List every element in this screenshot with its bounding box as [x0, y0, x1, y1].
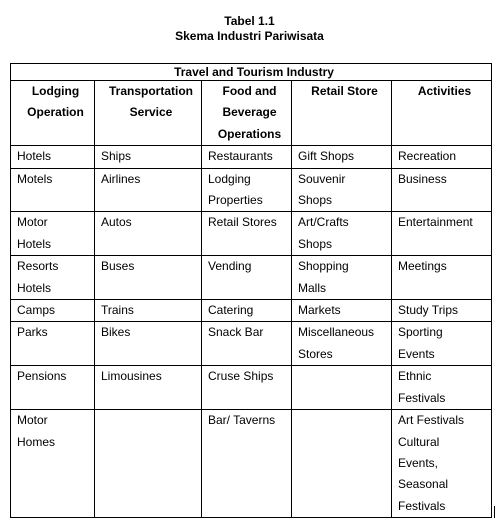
- table-cell: [292, 256, 392, 300]
- cell-text: Retail Stores: [208, 215, 277, 230]
- table-row: [11, 212, 492, 256]
- table-cell: [392, 212, 492, 256]
- header-text: Beverage: [222, 105, 277, 120]
- cell-text: Ships: [101, 149, 132, 164]
- table-cell: [202, 366, 292, 410]
- header-text: Transportation: [108, 84, 193, 98]
- table-cell: [392, 300, 492, 322]
- cell-text: Hotels: [17, 280, 52, 295]
- table-row: [11, 256, 492, 300]
- table-row: [11, 366, 492, 410]
- cell-text: Sporting: [398, 325, 443, 340]
- cell-text: Festivals: [398, 498, 446, 513]
- table-cell: [11, 146, 95, 168]
- header-text: Operation: [27, 105, 84, 120]
- column-header: [11, 81, 95, 146]
- cell-text: Autos: [101, 215, 132, 230]
- table-cell: [202, 212, 292, 256]
- table-cell: [202, 168, 292, 212]
- table-header-row: [11, 81, 492, 146]
- table-cell: [202, 410, 292, 518]
- cell-text: Buses: [101, 259, 135, 274]
- cell-text: Shops: [298, 236, 333, 251]
- table-cell: [392, 410, 492, 518]
- cell-text: Study Trips: [398, 303, 459, 318]
- table-title-row: [11, 64, 492, 81]
- table-cell: [95, 256, 202, 300]
- table-cell: [95, 168, 202, 212]
- table-cell: [11, 410, 95, 518]
- table-row: [11, 168, 492, 212]
- cell-text: Art Festivals: [398, 413, 465, 428]
- table-cell: [292, 300, 392, 322]
- cell-text: Bar/ Taverns: [208, 413, 276, 428]
- cell-text: Motels: [17, 171, 53, 186]
- header-text: Service: [129, 105, 173, 120]
- cell-text: Camps: [17, 303, 56, 318]
- text-cursor: [494, 506, 495, 518]
- cell-text: Hotels: [17, 149, 52, 164]
- table-cell: [292, 366, 392, 410]
- table-cell: [392, 256, 492, 300]
- table-cell: [11, 256, 95, 300]
- cell-text: Motor: [17, 413, 48, 428]
- column-header: [392, 81, 492, 146]
- cell-text: Souvenir: [298, 171, 346, 186]
- table-cell: [392, 366, 492, 410]
- cell-text: Trains: [101, 303, 134, 318]
- column-header: [292, 81, 392, 146]
- table-cell: [11, 168, 95, 212]
- cell-text: Shopping: [298, 259, 349, 274]
- table-cell: [202, 256, 292, 300]
- cell-text: Limousines: [101, 369, 162, 384]
- cell-text: Seasonal: [398, 477, 449, 492]
- table-cell: [392, 168, 492, 212]
- table-cell: [392, 322, 492, 366]
- header-text: Lodging: [31, 84, 80, 98]
- cell-text: Resorts: [17, 259, 59, 274]
- table-cell: [292, 410, 392, 518]
- table-title: Travel and Tourism Industry: [11, 64, 492, 81]
- cell-text: Hotels: [17, 236, 52, 251]
- table-cell: [95, 366, 202, 410]
- header-text: Activities: [417, 84, 472, 98]
- cell-text: Meetings: [398, 259, 447, 274]
- cell-text: Pensions: [17, 369, 67, 384]
- column-header: [202, 81, 292, 146]
- table-cell: [95, 410, 202, 518]
- header-text: Operations: [217, 126, 282, 141]
- header-text: Retail Store: [311, 84, 378, 98]
- table-cell: [202, 146, 292, 168]
- cell-text: Art/Crafts: [298, 215, 349, 230]
- cell-text: Catering: [208, 303, 254, 318]
- table-cell: [11, 322, 95, 366]
- table-cell: [202, 322, 292, 366]
- cell-text: Events,: [398, 455, 439, 470]
- cell-text: Bikes: [101, 325, 131, 340]
- table-cell: [292, 168, 392, 212]
- table-cell: [95, 212, 202, 256]
- table-row: [11, 410, 492, 518]
- cell-text: Miscellaneous: [298, 325, 375, 340]
- table-cell: [11, 366, 95, 410]
- cell-text: Shops: [298, 193, 333, 208]
- cell-text: Lodging: [208, 171, 251, 186]
- cell-text: Snack Bar: [208, 325, 264, 340]
- table-cell: [392, 146, 492, 168]
- cell-text: Gift Shops: [298, 149, 355, 164]
- table-row: [11, 322, 492, 366]
- cell-text: Ethnic: [398, 369, 432, 384]
- cell-text: Malls: [298, 280, 327, 295]
- cell-text: Cultural: [398, 434, 440, 449]
- cell-text: Business: [398, 171, 447, 186]
- table-cell: [95, 146, 202, 168]
- table-cell: [11, 212, 95, 256]
- tourism-industry-table: [10, 63, 492, 518]
- cell-text: Homes: [17, 434, 56, 449]
- caption-title: Skema Industri Pariwisata: [175, 29, 324, 43]
- cell-text: Cruse Ships: [208, 369, 274, 384]
- cell-text: Parks: [17, 325, 48, 340]
- table-cell: [95, 322, 202, 366]
- cell-text: Events: [398, 346, 435, 361]
- caption-number: Tabel 1.1: [224, 14, 275, 28]
- table-cell: [292, 322, 392, 366]
- table-cell: [11, 300, 95, 322]
- table-cell: [292, 146, 392, 168]
- cell-text: Restaurants: [208, 149, 273, 164]
- header-text: Food and: [222, 84, 277, 98]
- cell-text: Festivals: [398, 390, 446, 405]
- cell-text: Entertainment: [398, 215, 473, 230]
- cell-text: Motor: [17, 215, 48, 230]
- table-body: [11, 146, 492, 518]
- cell-text: Properties: [208, 193, 263, 208]
- table-row: [11, 300, 492, 322]
- cell-text: Stores: [298, 346, 333, 361]
- cell-text: Airlines: [101, 171, 141, 186]
- cell-text: Markets: [298, 303, 341, 318]
- table-cell: [292, 212, 392, 256]
- table-cell: [95, 300, 202, 322]
- table-row: [11, 146, 492, 168]
- cell-text: Recreation: [398, 149, 457, 164]
- table-caption: [0, 14, 499, 44]
- table-cell: [202, 300, 292, 322]
- cell-text: Vending: [208, 259, 252, 274]
- column-header: [95, 81, 202, 146]
